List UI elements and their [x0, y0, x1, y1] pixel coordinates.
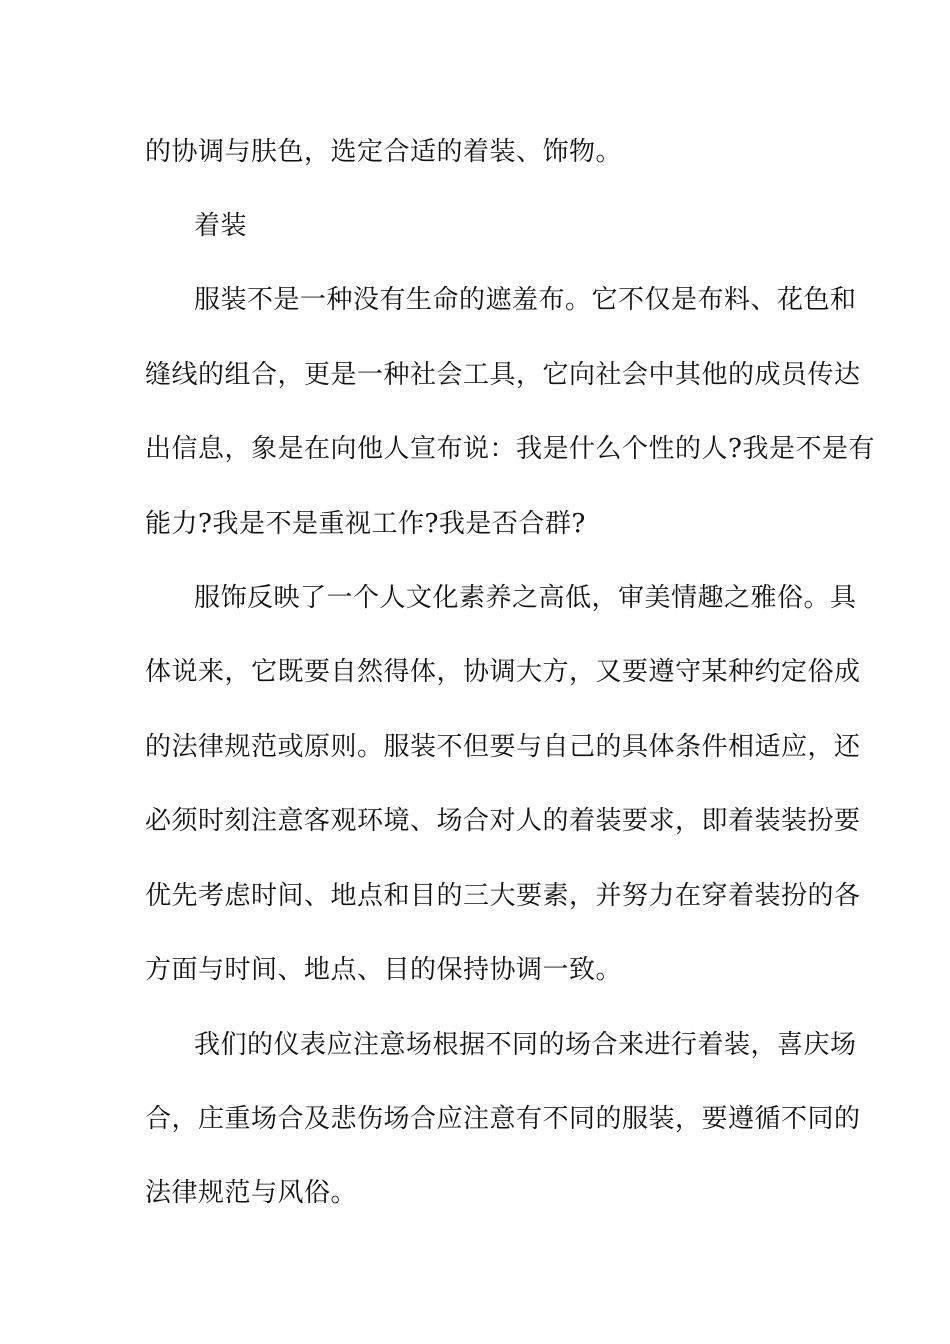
- text-line: 出信息，象是在向他人宣布说：我是什么个性的人?我是不是有: [145, 434, 875, 464]
- text-line: 服装不是一种没有生命的遮羞布。它不仅是布料、花色和: [194, 285, 857, 315]
- text-line: 体说来，它既要自然得体，协调大方，又要遵守某种约定俗成: [145, 657, 861, 687]
- text-line: 缝线的组合，更是一种社会工具，它向社会中其他的成员传达: [145, 360, 861, 390]
- text-line: 合，庄重场合及悲伤场合应注意有不同的服装，要遵循不同的: [145, 1104, 861, 1134]
- section-heading: 着装: [194, 211, 248, 241]
- text-line: 服饰反映了一个人文化素养之高低，审美情趣之雅俗。具: [194, 583, 857, 613]
- text-line: 能力?我是不是重视工作?我是否合群?: [145, 509, 586, 539]
- text-line: 法律规范与风俗。: [145, 1178, 358, 1208]
- text-line: 的法律规范或原则。服装不但要与自己的具体条件相适应，还: [145, 732, 861, 762]
- text-line: 我们的仪表应注意场根据不同的场合来进行着装，喜庆场: [194, 1030, 857, 1060]
- text-line: 的协调与肤色，选定合适的着装、饰物。: [145, 137, 623, 167]
- text-line: 优先考虑时间、地点和目的三大要素，并努力在穿着装扮的各: [145, 881, 861, 911]
- text-line: 方面与时间、地点、目的保持协调一致。: [145, 955, 623, 985]
- text-line: 必须时刻注意客观环境、场合对人的着装要求，即着装装扮要: [145, 806, 861, 836]
